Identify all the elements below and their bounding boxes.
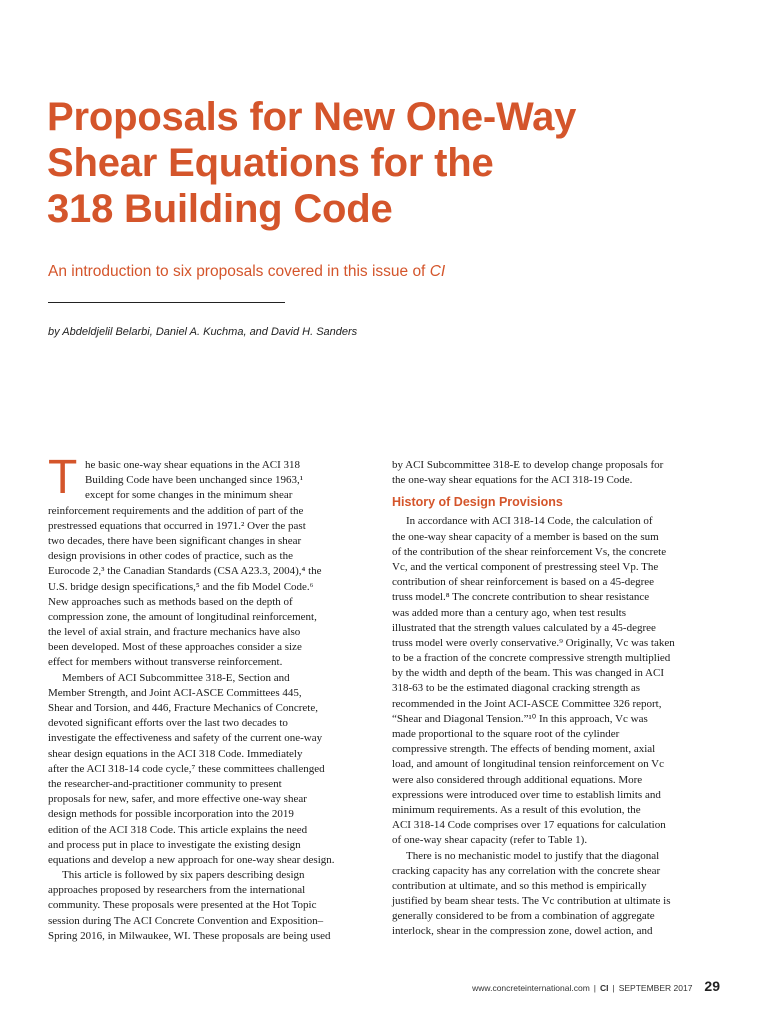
body-line: shear design equations in the ACI 318 Code. Immediately xyxy=(48,747,303,760)
body-line: was added more than a century ago, when test results xyxy=(392,606,626,619)
body-line: illustrated that the strength values calculated by a 45-degree xyxy=(392,621,656,634)
body-line: There is no mechanistic model to justify that the diagonal xyxy=(406,849,660,862)
body-line: by the width and depth of the beam. This was changed in ACI xyxy=(392,667,664,680)
title-line: 318 Building Code xyxy=(47,187,393,231)
footer-separator: | xyxy=(593,983,596,993)
footer-url[interactable]: www.concreteinternational.com xyxy=(472,983,590,993)
page-footer xyxy=(380,978,720,994)
body-line: made proportional to the square root of the cylinder xyxy=(392,728,620,740)
drop-cap: T xyxy=(48,451,78,504)
article-title xyxy=(47,94,747,232)
body-line: U.S. bridge design specifications,⁵ and the fib Model Code.⁶ xyxy=(48,580,314,593)
body-line: edition of the ACI 318 Code. This article explains the need xyxy=(48,823,308,836)
body-line: Shear and Torsion, and 446, Fracture Mechanics of Concrete, xyxy=(48,702,318,714)
body-line: “Shear and Diagonal Tension.”¹⁰ In this approach, Vc was xyxy=(392,712,648,725)
body-line: devoted significant efforts over the last two decades to xyxy=(48,717,288,730)
body-line: prestressed equations that occurred in 1971.² Over the past xyxy=(48,519,306,532)
body-line: contribution at ultimate, and so this method is empirically xyxy=(392,879,647,892)
footer-separator: | xyxy=(612,983,615,993)
body-line: justified by beam shear tests. The Vc contribution at ultimate is xyxy=(392,895,671,908)
body-line: session during The ACI Concrete Convention and Exposition– xyxy=(48,914,324,927)
title-line: Shear Equations for the xyxy=(47,141,494,185)
article-subtitle xyxy=(48,263,445,281)
subtitle-magazine: CI xyxy=(429,263,446,280)
body-line: New approaches such as methods based on the depth of xyxy=(48,595,293,608)
body-line: expressions were introduced over time to establish limits and xyxy=(392,788,661,801)
body-line: generally considered to be from a combination of aggregate xyxy=(392,910,655,923)
body-line: design methods for possible incorporation into the 2019 xyxy=(48,808,294,821)
footer-issue: SEPTEMBER 2017 xyxy=(618,983,693,993)
body-line: truss model.⁸ The concrete contribution to shear resistance xyxy=(392,591,650,604)
body-line: two decades, there have been significant changes in shear xyxy=(48,534,302,547)
body-line: were also considered through additional equations. More xyxy=(392,773,643,786)
left-column xyxy=(48,451,376,944)
body-line: contribution of shear reinforcement is based on a 45-degree xyxy=(392,576,655,589)
body-line: the one-way shear equations for the ACI 318-19 Code. xyxy=(392,474,633,487)
body-line: investigate the effectiveness and safety of the current one-way xyxy=(48,732,323,745)
body-line: load, and amount of longitudinal tension reinforcement on Vc xyxy=(392,758,664,771)
body-line: Member Strength, and Joint ACI-ASCE Committees 445, xyxy=(48,686,302,699)
body-line: Spring 2016, in Milwaukee, WI. These proposals are being used xyxy=(48,929,331,942)
body-line: recommended in the Joint ACI-ASCE Committee 326 report, xyxy=(392,697,662,710)
body-line: Eurocode 2,³ the Canadian Standards (CSA A23.3, 2004),⁴ the xyxy=(48,565,322,578)
body-line: to be a fraction of the concrete compressive strength multiplied xyxy=(392,652,671,665)
subtitle-text: An introduction to six proposals covered in this issue of xyxy=(48,263,430,280)
body-line: community. These proposals were presented at the Hot Topic xyxy=(48,899,317,912)
body-line: he basic one-way shear equations in the ACI 318 xyxy=(85,459,301,471)
body-line: proposals for new, safer, and more effective one-way shear xyxy=(48,793,307,806)
body-line: equations and develop a new approach for one-way shear design. xyxy=(48,853,335,866)
body-line: of the contribution of the shear reinforcement Vs, the concrete xyxy=(392,545,667,558)
body-line: approaches proposed by researchers from the international xyxy=(48,884,306,897)
body-line: 318-63 to be the estimated diagonal cracking strength as xyxy=(392,682,641,695)
body-line: compression zone, the amount of longitudinal reinforcement, xyxy=(48,610,317,623)
footer-magazine: CI xyxy=(600,983,609,993)
body-line: design provisions in other codes of practice, such as the xyxy=(48,550,293,563)
body-line: after the ACI 318-14 code cycle,⁷ these committees challenged xyxy=(48,762,325,775)
title-line: Proposals for New One-Way xyxy=(47,95,577,139)
body-line: ACI 318-14 Code comprises over 17 equations for calculation xyxy=(392,819,666,832)
title-divider xyxy=(48,302,285,303)
body-line: This article is followed by six papers describing design xyxy=(62,869,305,882)
body-line: been developed. Most of these approaches consider a size xyxy=(48,641,302,654)
body-line: effect for members without transverse reinforcement. xyxy=(48,656,283,669)
body-line: the one-way shear capacity of a member is based on the sum xyxy=(392,530,659,543)
body-line: compressive strength. The effects of bending moment, axial xyxy=(392,743,656,756)
body-line: of one-way shear capacity (refer to Table 1). xyxy=(392,834,588,847)
right-column xyxy=(392,458,720,940)
body-line: Building Code have been unchanged since 1963,¹ xyxy=(85,474,304,487)
body-line: minimum requirements. As a result of this evolution, the xyxy=(392,803,641,816)
page-number: 29 xyxy=(704,978,720,994)
body-line: by ACI Subcommittee 318-E to develop change proposals for xyxy=(392,459,664,471)
section-heading: History of Design Provisions xyxy=(392,495,563,510)
author-byline: by Abdeldjelil Belarbi, Daniel A. Kuchma, and David H. Sanders xyxy=(48,326,358,338)
body-line: the researcher-and-practitioner community to present xyxy=(48,777,282,790)
body-line: the level of axial strain, and fracture mechanics have also xyxy=(48,626,301,639)
body-line: cracking capacity has any correlation with the concrete shear xyxy=(392,864,661,877)
body-line: and process put in place to investigate the existing design xyxy=(48,838,301,851)
body-line: In accordance with ACI 318-14 Code, the calculation of xyxy=(406,515,653,528)
body-line: Members of ACI Subcommittee 318-E, Section and xyxy=(62,671,290,684)
body-line: truss model were overly conservative.⁹ Originally, Vc was taken xyxy=(392,636,675,649)
body-line: except for some changes in the minimum shear xyxy=(85,489,293,502)
body-line: interlock, shear in the compression zone, dowel action, and xyxy=(392,925,653,938)
body-line: Vc, and the vertical component of prestressing steel Vp. The xyxy=(392,560,659,573)
body-line: reinforcement requirements and the addition of part of the xyxy=(48,504,304,517)
